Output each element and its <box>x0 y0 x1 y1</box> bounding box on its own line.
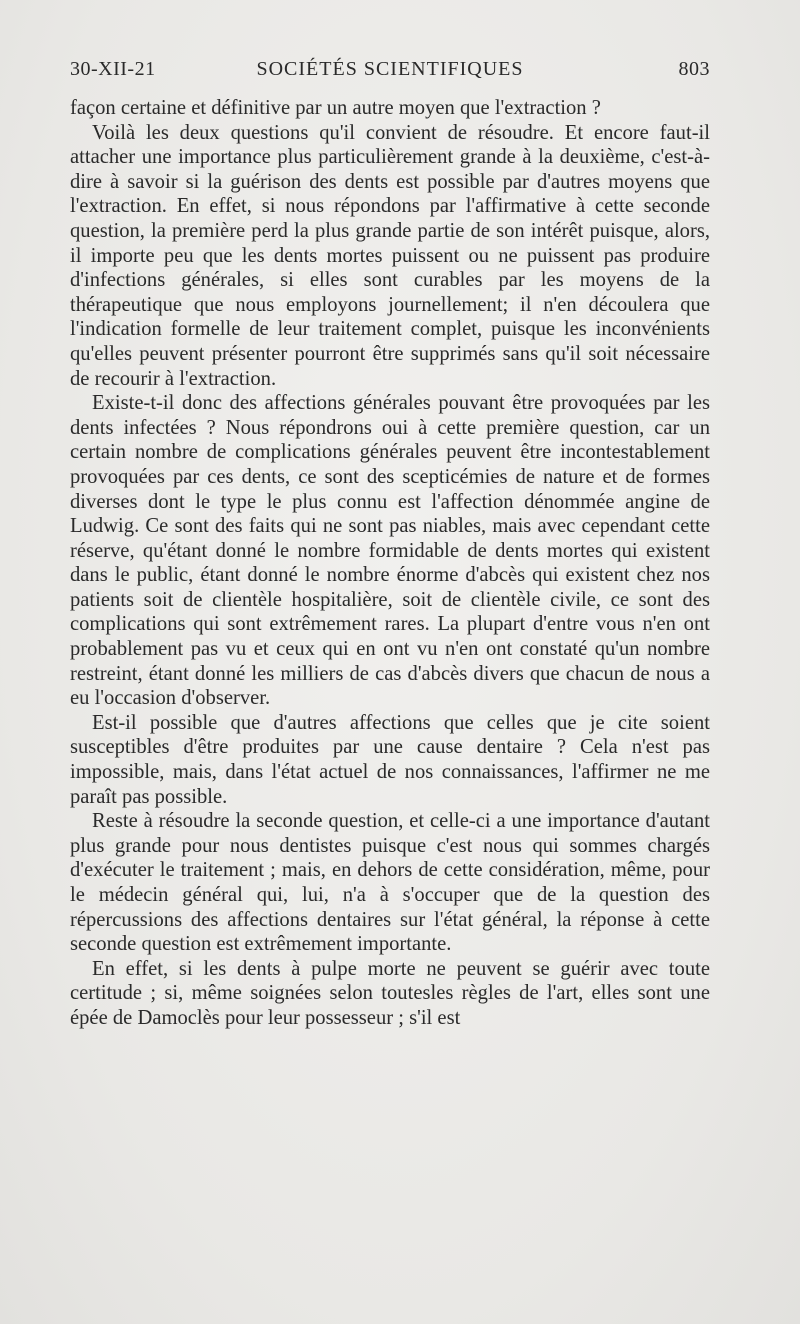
header-date: 30-XII-21 <box>70 58 156 80</box>
body-text <box>70 96 710 1031</box>
paragraph-continued: façon certaine et définitive par un autre moyen que l'extraction ? <box>70 97 601 119</box>
page-number: 803 <box>678 58 710 80</box>
paragraph: Reste à résoudre la seconde question, et celle-ci a une importance d'autant plus grande pour nous dentistes puisque c'est nous qui sommes chargés d'exécuter le traitement ; mais, en dehors de cette considération, même, pour le médecin général qui, lui, n'a à s'occuper que de la question des répercussions des affections dentaires sur l'état général, la réponse à cette seconde question est extrêmement importante. <box>70 810 710 956</box>
paragraph: Existe-t-il donc des affections générales pouvant être provoquées par les dents infectées ? Nous répondrons oui à cette première question, car un certain nombre de complications générales peuvent être incontestablement provoquées par ces dents, ce sont des scepticémies de nature et de formes diverses dont le type le plus connu est l'affection dénommée angine de Ludwig. Ce sont des faits qui ne sont pas niables, mais avec cependant cette réserve, qu'étant donné le nombre formidable de dents mortes qui existent dans le public, étant donné le nombre énorme d'abcès qui existent chez nos patients soit de clientèle hospitalière, soit de clientèle civile, ce sont des complications qui sont extrêmement rares. La plupart d'entre vous n'en ont probablement pas vu et ceux qui en ont vu n'en ont constaté qu'un nombre restreint, étant donné les milliers de cas d'abcès divers que chacun de nous a eu l'occasion d'observer. <box>70 392 710 710</box>
section-title: SOCIÉTÉS SCIENTIFIQUES <box>256 58 524 80</box>
paragraph: En effet, si les dents à pulpe morte ne peuvent se guérir avec toute certitude ; si, même soignées selon toutesles règles de l'art, elles sont une épée de Damoclès pour leur possesseur ; s'il est <box>70 957 710 1029</box>
paragraph: Voilà les deux questions qu'il convient de résoudre. Et encore faut-il attacher une importance plus particulièrement grande à la deuxième, c'est-à-dire à savoir si la guérison des dents est possible par d'autres moyens que l'extraction. En effet, si nous répondons par l'affirmative à cette seconde question, la première perd la plus grande partie de son intérêt puisque, alors, il importe peu que les dents mortes puissent ou ne puissent pas produire d'infections générales, si elles sont curables par les moyens de la thérapeutique que nous employons journellement; il n'en découlera que l'indication formelle de leur traitement complet, puisque les inconvénients qu'elles peuvent présenter pourront être supprimés sans qu'il soit nécessaire de recourir à l'extraction. <box>70 121 710 390</box>
running-header <box>70 58 710 88</box>
paragraph: Est-il possible que d'autres affections que celles que je cite soient susceptibles d'être produites par une cause dentaire ? Cela n'est pas impossible, mais, dans l'état actuel de nos connaissances, l'affirmer ne me paraît pas possible. <box>70 711 710 808</box>
